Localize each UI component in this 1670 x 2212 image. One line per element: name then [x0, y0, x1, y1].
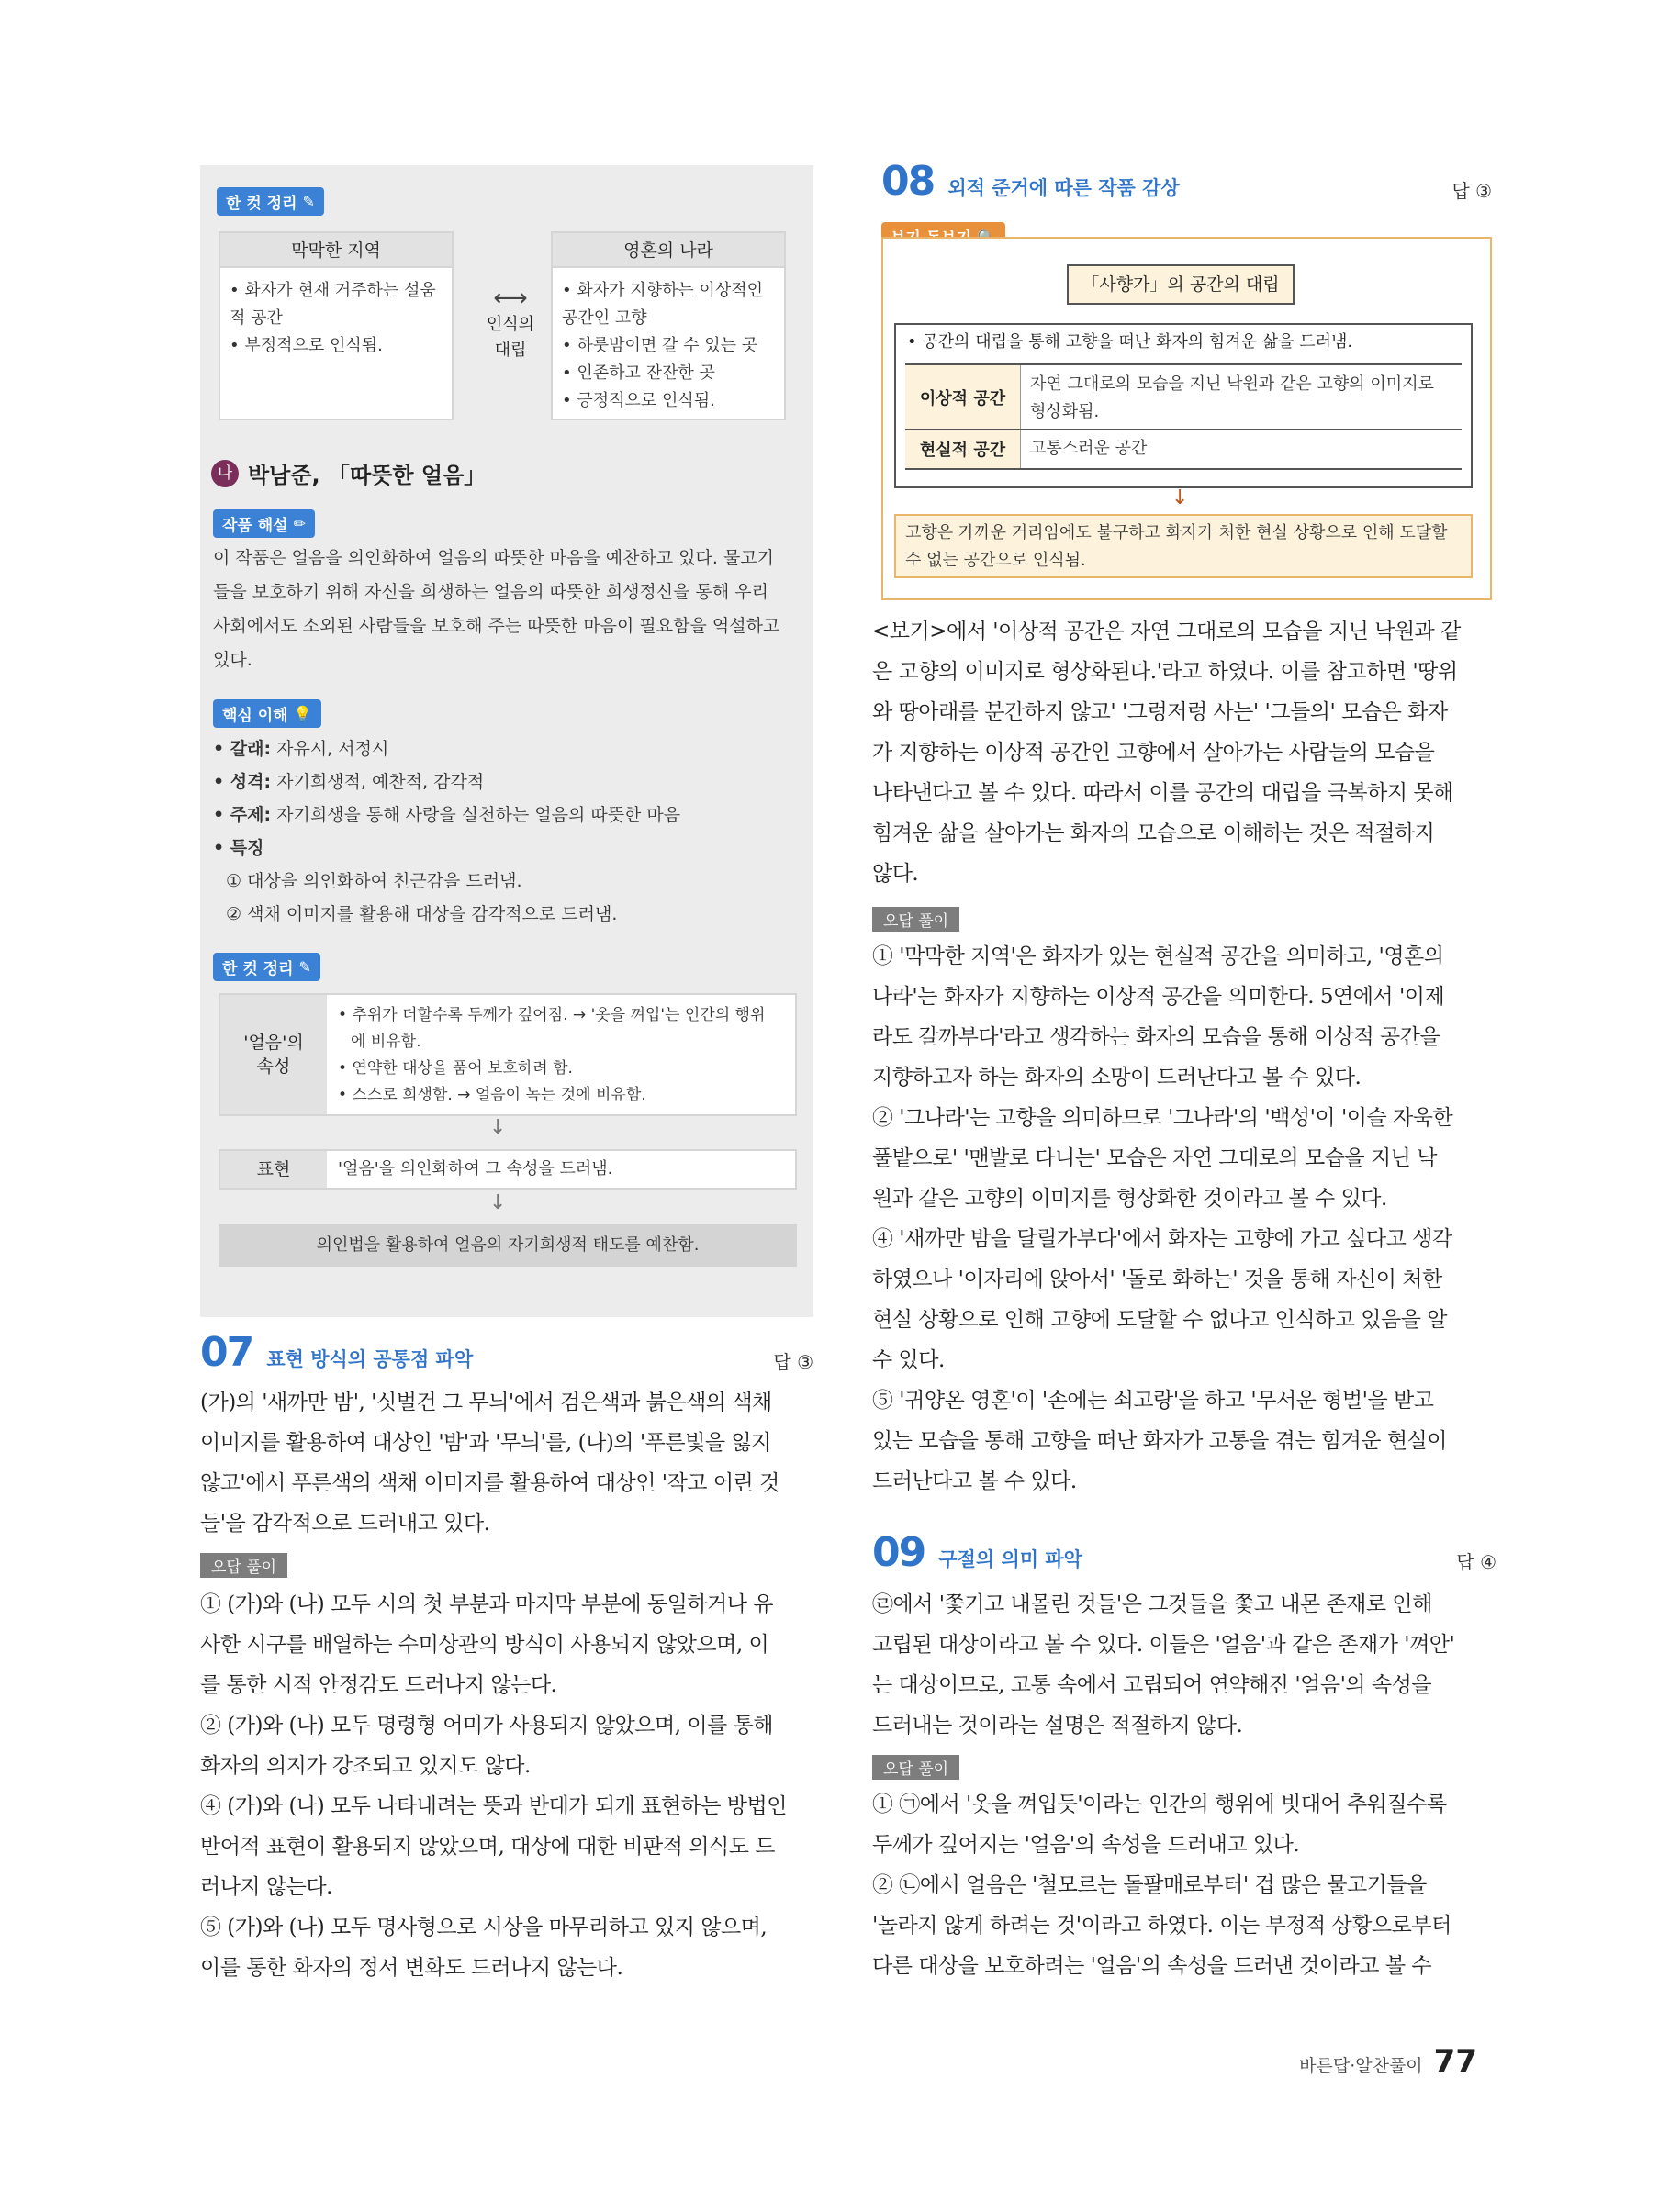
question-number: 09: [872, 1529, 925, 1576]
region-box-right-title: 영혼의 나라: [553, 233, 784, 268]
down-arrow-icon: ↓: [489, 1116, 507, 1139]
list-item: • 부정적으로 인식됨.: [230, 336, 383, 355]
bogi-title: 「사향가」의 공간의 대립: [1067, 264, 1295, 305]
text-line: (가)의 '새까만 밤', '싯벌건 그 무늬'에서 검은색과 붉은색의 색채: [200, 1391, 772, 1414]
page-footer: [1299, 2043, 1477, 2080]
text-line: 현실 상황으로 인해 고향에 도달할 수 없다고 인식하고 있음을 알: [872, 1308, 1447, 1332]
question-number: 07: [200, 1329, 253, 1376]
work-description: [213, 542, 801, 677]
text-line: 않고'에서 푸른색의 색채 이미지를 활용하여 대상인 '작고 어린 것: [200, 1471, 779, 1495]
text-line: 원과 같은 고향의 이미지를 형상화한 것이라고 볼 수 있다.: [872, 1187, 1387, 1211]
region-box-left-title: 막막한 지역: [220, 233, 452, 268]
list-item: • 스스로 희생함. → 얼음이 녹는 것에 비유함.: [338, 1086, 646, 1104]
text-line: 수 있다.: [872, 1348, 945, 1372]
question-07-explanation: [200, 1382, 813, 1544]
list-item: 적 공간: [230, 308, 283, 328]
ice-property-table: [219, 993, 797, 1116]
answer-label: 답 ③: [773, 1351, 813, 1373]
text-line: ② (가)와 (나) 모두 명령형 어미가 사용되지 않았으며, 이를 통해: [200, 1714, 774, 1737]
work-tag: [213, 509, 315, 538]
text-line: 반어적 표현이 활용되지 않았으며, 대상에 대한 비판적 의식도 드: [200, 1835, 775, 1859]
text-line: 하였으나 '이자리에 앉아서' '돌로 화하는' 것을 통해 자신이 처한: [872, 1268, 1442, 1291]
list-item: • 인존하고 잔잔한 곳: [562, 363, 715, 383]
note-icon: ✎: [302, 193, 315, 210]
feature-item: ① 대상을 의인화하여 친근감을 드러냄.: [226, 871, 522, 891]
text-line: 고립된 대상이라고 볼 수 있다. 이들은 '얼음'과 같은 존재가 '껴안': [872, 1633, 1455, 1657]
core-tag: [213, 699, 321, 728]
real-row: [905, 430, 1462, 470]
ideal-text: 형상화됨.: [1030, 402, 1100, 421]
list-item: • 화자가 지향하는 이상적인: [562, 281, 764, 300]
text-line: ① ㉠에서 '옷을 껴입듯'이라는 인간의 행위에 빗대어 추워질수록: [872, 1793, 1447, 1816]
bogi-inner: [894, 323, 1473, 488]
summary-tag-label: 한 컷 정리: [222, 960, 294, 978]
core-tag-label: 핵심 이해: [222, 707, 288, 725]
text-line: ㉣에서 '쫓기고 내몰린 것들'은 그것들을 쫓고 내몬 존재로 인해: [872, 1592, 1432, 1616]
text-line: ② ㉡에서 얼음은 '철모르는 돌팔매로부터' 겁 많은 물고기들을: [872, 1873, 1427, 1897]
core-item: • 주제: 자기희생을 통해 사랑을 실천하는 얼음의 따뜻한 마음: [213, 805, 681, 825]
text-line: ⑤ (가)와 (나) 모두 명사형으로 시상을 마무리하고 있지 않으며,: [200, 1916, 768, 1939]
footer-label: 바른답·알찬풀이: [1299, 2056, 1423, 2076]
core-item: • 특징: [213, 838, 264, 858]
bogi-box: [881, 237, 1492, 600]
question-07-wrong-answers: [200, 1584, 813, 1988]
question-title: 표현 방식의 공통점 파악: [266, 1348, 474, 1370]
text-line: 지향하고자 하는 화자의 소망이 드러난다고 볼 수 있다.: [872, 1066, 1362, 1089]
work-heading: [211, 457, 486, 489]
text-line: 있는 모습을 통해 고향을 떠난 화자가 고통을 겪는 힘겨운 현실이: [872, 1429, 1447, 1453]
text-line: '놀라지 않게 하려는 것'이라고 하였다. 이는 부정적 상황으로부터: [872, 1914, 1451, 1938]
text-line: ② '그나라'는 고향을 의미하므로 '그나라'의 '백성'이 '이슬 자욱한: [872, 1106, 1453, 1130]
answer-label: 답 ③: [1451, 180, 1492, 202]
list-item: • 연약한 대상을 품어 보호하려 함.: [338, 1059, 573, 1078]
question-07-header: [200, 1329, 813, 1380]
list-item: • 추위가 더할수록 두께가 깊어짐. → '옷을 껴입'는 인간의 행위: [338, 1006, 766, 1024]
text-line: 이를 통한 화자의 정서 변화도 드러나지 않는다.: [200, 1956, 623, 1980]
text-line: 은 고향의 이미지로 형상화된다.'라고 하였다. 이를 참고하면 '땅위: [872, 660, 1458, 684]
question-09-header: [872, 1529, 1496, 1581]
down-arrow-icon: ↓: [489, 1191, 507, 1214]
text-line: 있다.: [213, 650, 252, 670]
text-line: 가 지향하는 이상적 공간인 고향에서 살아가는 사람들의 모습을: [872, 741, 1435, 765]
list-item: • 긍정적으로 인식됨.: [562, 391, 715, 410]
region-box-left: [219, 231, 454, 420]
text-line: ① '막막한 지역'은 화자가 있는 현실적 공간을 의미하고, '영혼의: [872, 944, 1444, 968]
pencil-icon: ✏: [293, 515, 307, 532]
contrast-label: 인식의: [486, 315, 535, 334]
list-item: • 하룻밤이면 갈 수 있는 곳: [562, 336, 758, 355]
core-item: • 갈래: 자유시, 서정시: [213, 739, 389, 759]
list-item: 에 비유함.: [351, 1033, 421, 1051]
lightbulb-icon: 💡: [293, 705, 312, 722]
wrong-answer-tag: 오답 풀이: [200, 1553, 287, 1578]
question-08-wrong-answers: [872, 936, 1496, 1502]
double-arrow-icon: ⟷: [493, 285, 528, 312]
summary-tag: [217, 187, 324, 216]
feature-item: ② 색채 이미지를 활용해 대상을 감각적으로 드러냄.: [226, 904, 618, 924]
question-title: 외적 준거에 따른 작품 감상: [947, 177, 1180, 199]
wrong-answer-tag: 오답 풀이: [872, 907, 959, 932]
core-list: [213, 732, 801, 931]
list-item: 공간인 고향: [562, 308, 647, 328]
real-label: 현실적 공간: [905, 430, 1021, 468]
contrast-label: 대립: [494, 341, 527, 360]
ideal-row: [905, 363, 1462, 430]
text-line: 이미지를 활용하여 대상인 '밤'과 '무늬'를, (나)의 '푸른빛을 잃지: [200, 1431, 771, 1455]
ideal-label: 이상적 공간: [905, 365, 1021, 429]
text-line: 풀밭으로' '맨발로 다니는' 모습은 자연 그대로의 모습을 지닌 낙: [872, 1146, 1437, 1170]
text-line: <보기>에서 '이상적 공간은 자연 그대로의 모습을 지닌 낙원과 같: [872, 620, 1461, 643]
page-number: 77: [1433, 2043, 1477, 2080]
bogi-intro: • 공간의 대립을 통해 고향을 떠난 화자의 힘겨운 삶을 드러냄.: [907, 332, 1353, 352]
text-line: 이 작품은 얼음을 의인화하여 얼음의 따뜻한 마음을 예찬하고 있다. 물고기: [213, 548, 775, 568]
summary-tag-2: [213, 953, 320, 981]
text-line: ④ '새까만 밤을 달릴가부다'에서 화자는 고향에 가고 싶다고 생각: [872, 1227, 1452, 1251]
list-item: • 화자가 현재 거주하는 설움: [230, 281, 436, 300]
question-08-header: [881, 158, 1492, 209]
bogi-result: 고향은 가까운 거리임에도 불구하고 화자가 처한 현실 상황으로 인해 도달할 수 없는 공간으로 인식됨.: [894, 514, 1473, 578]
summary-tag-label: 한 컷 정리: [226, 195, 297, 213]
region-box-right: [551, 231, 786, 420]
real-text: 고통스러운 공간: [1030, 439, 1148, 458]
question-08-explanation: [872, 611, 1496, 894]
down-arrow-icon: ↓: [1171, 486, 1189, 509]
text-line: 사회에서도 소외된 사람들을 보호해 주는 따뜻한 마음이 필요함을 역설하고: [213, 616, 780, 636]
note-icon: ✎: [298, 958, 311, 976]
work-tag-label: 작품 해설: [222, 517, 288, 535]
text-line: 들'을 감각적으로 드러내고 있다.: [200, 1512, 490, 1536]
text-line: 드러내는 것이라는 설명은 적절하지 않다.: [872, 1714, 1243, 1737]
text-line: 들을 보호하기 위해 자신을 희생하는 얼음의 따뜻한 희생정신을 통해 우리: [213, 582, 768, 602]
question-title: 구절의 의미 파악: [938, 1548, 1082, 1570]
wrong-answer-tag: 오답 풀이: [872, 1755, 959, 1780]
text-line: 않다.: [872, 862, 919, 886]
text-line: 사한 시구를 배열하는 수미상관의 방식이 사용되지 않았으며, 이: [200, 1633, 769, 1657]
core-item: • 성격: 자기희생적, 예찬적, 감각적: [213, 772, 485, 792]
ideal-text: 자연 그대로의 모습을 지닌 낙원과 같은 고향의 이미지로: [1030, 374, 1434, 394]
text-line: 두께가 깊어지는 '얼음'의 속성을 드러내고 있다.: [872, 1833, 1300, 1857]
text-line: ⑤ '귀양온 영혼'이 '손에는 쇠고랑'을 하고 '무서운 형벌'을 받고: [872, 1389, 1434, 1413]
expression-row: [219, 1149, 797, 1190]
text-line: 나라'는 화자가 지향하는 이상적 공간을 의미한다. 5연에서 '이제: [872, 985, 1445, 1009]
text-line: 를 통한 시적 안정감도 드러나지 않는다.: [200, 1673, 557, 1697]
expression-label: 표현: [220, 1151, 327, 1188]
conclusion-box: 의인법을 활용하여 얼음의 자기희생적 태도를 예찬함.: [219, 1224, 797, 1267]
text-line: 라도 갈까부다'라고 생각하는 화자의 모습을 통해 이상적 공간을: [872, 1025, 1440, 1049]
ice-property-label: '얼음'의 속성: [220, 995, 327, 1114]
text-line: 힘겨운 삶을 살아가는 화자의 모습으로 이해하는 것은 적절하지: [872, 821, 1435, 845]
question-number: 08: [881, 158, 935, 205]
text-line: 화자의 의지가 강조되고 있지도 않다.: [200, 1754, 531, 1778]
text-line: 는 대상이므로, 고통 속에서 고립되어 연약해진 '얼음'의 속성을: [872, 1673, 1432, 1697]
summary-panel: [200, 165, 813, 1317]
text-line: 드러난다고 볼 수 있다.: [872, 1469, 1077, 1493]
question-09-wrong-answers: [872, 1784, 1496, 1986]
text-line: ① (가)와 (나) 모두 시의 첫 부분과 마지막 부분에 동일하거나 유: [200, 1592, 774, 1616]
text-line: 와 땅아래를 분간하지 않고' '그렁저렁 사는' '그들의' 모습은 화자: [872, 700, 1448, 724]
text-line: 러나지 않는다.: [200, 1875, 332, 1899]
answer-label: 답 ④: [1456, 1551, 1496, 1573]
work-title: 박남준, 「따뜻한 얼음」: [248, 463, 487, 488]
work-badge: 나: [211, 460, 239, 487]
text-line: 다른 대상을 보호하려는 '얼음'의 속성을 드러낸 것이라고 볼 수: [872, 1954, 1432, 1978]
text-line: 나타낸다고 볼 수 있다. 따라서 이를 공간의 대립을 극복하지 못해: [872, 781, 1453, 805]
expression-text: '얼음'을 의인화하여 그 속성을 드러냄.: [338, 1159, 613, 1179]
question-09-explanation: [872, 1584, 1496, 1746]
text-line: ④ (가)와 (나) 모두 나타내려는 뜻과 반대가 되게 표현하는 방법인: [200, 1794, 787, 1818]
